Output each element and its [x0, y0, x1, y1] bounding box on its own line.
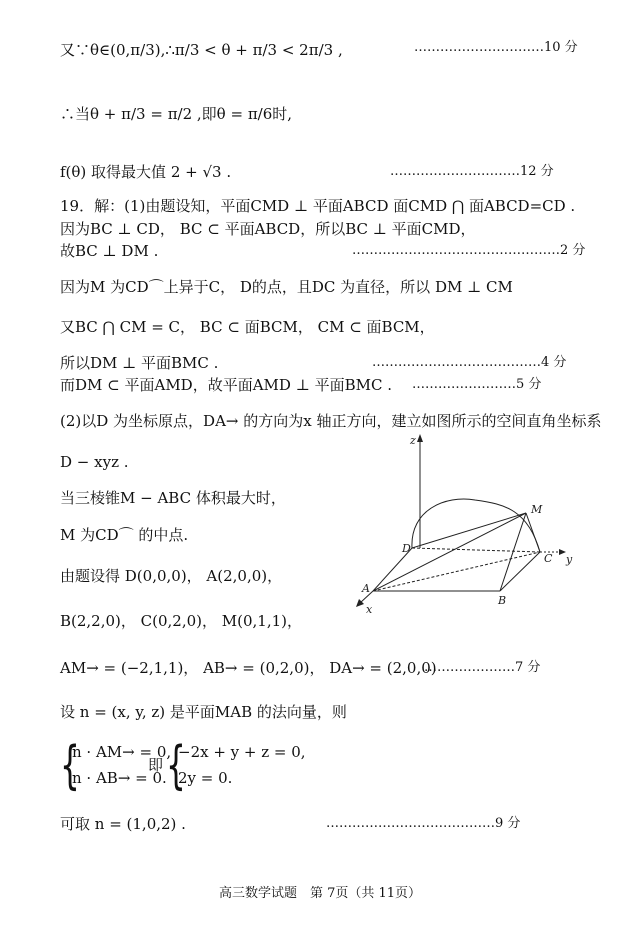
text-line: 设 n = (x, y, z) 是平面MAB 的法向量，则: [60, 703, 347, 721]
score-marker: …………………7 分: [424, 660, 541, 675]
text-line: 所以DM ⊥ 平面BMC .: [60, 354, 219, 372]
label-x: x: [366, 603, 373, 616]
text-line: D − xyz .: [60, 453, 129, 471]
system-left-eq2: n · AB→ = 0.: [72, 769, 167, 787]
system-connector: 即: [148, 756, 164, 774]
left-brace: {: [60, 736, 80, 796]
semicircle-arc: [412, 499, 540, 552]
text-line: 由题设得 D(0,0,0)， A(2,0,0)，: [60, 567, 283, 585]
text-line: 因为BC ⊥ CD， BC ⊂ 平面ABCD，所以BC ⊥ 平面CMD，: [60, 220, 476, 238]
score-marker: …………………………………………2 分: [352, 243, 586, 258]
text-line: M 为CD⌒ 的中点.: [60, 526, 189, 544]
edge-DM: [412, 513, 526, 548]
text-line: 19．解：(1)由题设知，平面CMD ⊥ 平面ABCD 面CMD ⋂ 面ABCD=CD .: [60, 197, 576, 215]
geometry-figure: [340, 430, 580, 620]
text-line: B(2,2,0)， C(0,2,0)， M(0,1,1)，: [60, 612, 303, 630]
edge-CM: [526, 513, 540, 552]
system-right-eq2: 2y = 0.: [178, 769, 233, 787]
label-A: A: [362, 582, 370, 595]
y-axis-arrow: [559, 549, 566, 555]
text-line: 当三棱锥M − ABC 体积最大时，: [60, 489, 286, 507]
equation-system: [60, 736, 360, 796]
text-line: 又∵θ∈(0,π/3),∴π/3 < θ + π/3 < 2π/3 ,: [60, 41, 343, 59]
score-marker: …………………………………4 分: [372, 355, 567, 370]
edge-AM: [373, 513, 526, 591]
text-line: 因为M 为CD⌒上异于C， D的点，且DC 为直径，所以 DM ⊥ CM: [60, 278, 513, 296]
text-line: (2)以D 为坐标原点，DA→ 的方向为x 轴正方向，建立如图所示的空间直角坐标系: [60, 412, 602, 430]
label-y: y: [566, 553, 573, 566]
label-D: D: [402, 542, 411, 555]
system-right-eq1: −2x + y + z = 0,: [178, 743, 306, 761]
score-marker: …………………………………9 分: [326, 816, 521, 831]
edge-AC: [373, 552, 540, 591]
z-axis-arrow: [417, 434, 423, 442]
text-line: 而DM ⊂ 平面AMD，故平面AMD ⊥ 平面BMC .: [60, 376, 392, 394]
label-z: z: [410, 434, 416, 447]
text-line: 可取 n = (1,0,2) .: [60, 815, 186, 833]
text-line: AM→ = (−2,1,1)， AB→ = (0,2,0)， DA→ = (2,0,0): [60, 659, 437, 677]
label-C: C: [544, 552, 553, 565]
text-line: 故BC ⊥ DM .: [60, 242, 159, 260]
label-M: M: [531, 503, 543, 516]
score-marker: ……………………5 分: [412, 377, 542, 392]
text-line: 又BC ⋂ CM = C， BC ⊂ 面BCM， CM ⊂ 面BCM，: [60, 318, 435, 336]
right-brace: {: [166, 736, 186, 796]
text-line: ∴当θ + π/3 = π/2 ,即θ = π/6时,: [60, 105, 293, 123]
score-marker: …………………………12 分: [390, 164, 554, 179]
score-marker: …………………………10 分: [414, 40, 578, 55]
page-footer: 高三数学试题 第 7页（共 11页）: [218, 886, 422, 901]
text-line: f(θ) 取得最大值 2 + √3 .: [60, 163, 232, 181]
label-B: B: [498, 594, 507, 607]
edge-DC: [412, 548, 540, 552]
system-left-eq1: n · AM→ = 0,: [72, 743, 172, 761]
